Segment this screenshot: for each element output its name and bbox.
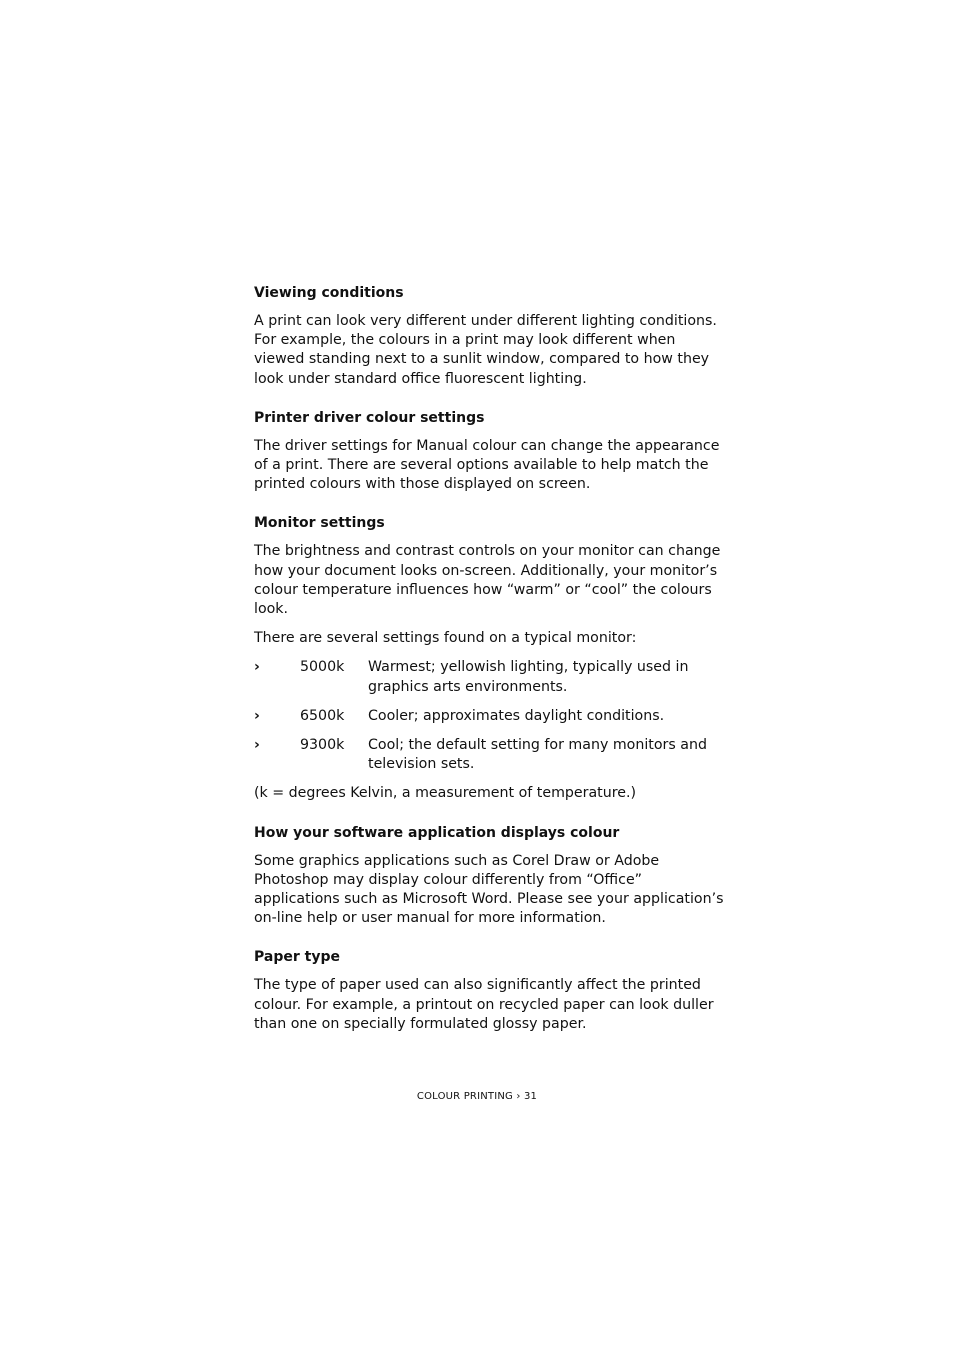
list-item-description: Warmest; yellowish lighting, typically used in graphics arts environments. <box>368 659 689 695</box>
paragraph-paper-type: The type of paper used can also significantly affect the printed colour. For example, a printout on recycled paper can look duller than one on specially formulated glossy paper. <box>254 977 714 1032</box>
list-item-temperature: 9300k <box>300 737 345 754</box>
list-item-temperature: 5000k <box>300 659 345 676</box>
heading-paper-type: Paper type <box>254 949 340 966</box>
paragraph-viewing-conditions: A print can look very different under different lighting conditions. For example, the colours in a print may look different when viewed standing next to a sunlit window, compared to how they look under standard office fluorescent lighting. <box>254 313 717 387</box>
paragraph-kelvin-note: (k = degrees Kelvin, a measurement of temperature.) <box>254 785 636 802</box>
chevron-right-icon: › <box>254 707 260 724</box>
page-content <box>254 283 724 1053</box>
chevron-right-icon: › <box>254 659 260 676</box>
list-item <box>254 707 724 726</box>
paragraph-monitor-settings: The brightness and contrast controls on your monitor can change how your document looks on-screen. Additionally, your monitor’s colour temperature influences how “warm” or “cool” the colours look. <box>254 543 721 618</box>
heading-software-application-colour: How your software application displays colour <box>254 824 620 841</box>
heading-monitor-settings: Monitor settings <box>254 515 385 532</box>
list-item-description: Cool; the default setting for many monitors and television sets. <box>368 737 707 773</box>
monitor-settings-list <box>254 658 724 774</box>
paragraph-monitor-settings-intro: There are several settings found on a typical monitor: <box>254 630 637 647</box>
heading-printer-driver-colour-settings: Printer driver colour settings <box>254 409 485 426</box>
list-item <box>254 736 724 774</box>
paragraph-printer-driver-colour-settings: The driver settings for Manual colour can change the appearance of a print. There are several options available to help match the printed colours with those displayed on screen. <box>254 437 720 493</box>
list-item <box>254 658 724 696</box>
list-item-description: Cooler; approximates daylight conditions. <box>368 707 665 724</box>
chevron-right-icon: › <box>254 737 260 754</box>
paragraph-software-application-colour: Some graphics applications such as Corel Draw or Adobe Photoshop may display colour differently from “Office” applications such as Microsoft Word. Please see your application’s on-line help or user manual for more information. <box>254 852 724 927</box>
heading-viewing-conditions: Viewing conditions <box>254 285 404 301</box>
list-item-temperature: 6500k <box>300 707 345 724</box>
page-footer: COLOUR PRINTING › 31 <box>416 1091 538 1102</box>
